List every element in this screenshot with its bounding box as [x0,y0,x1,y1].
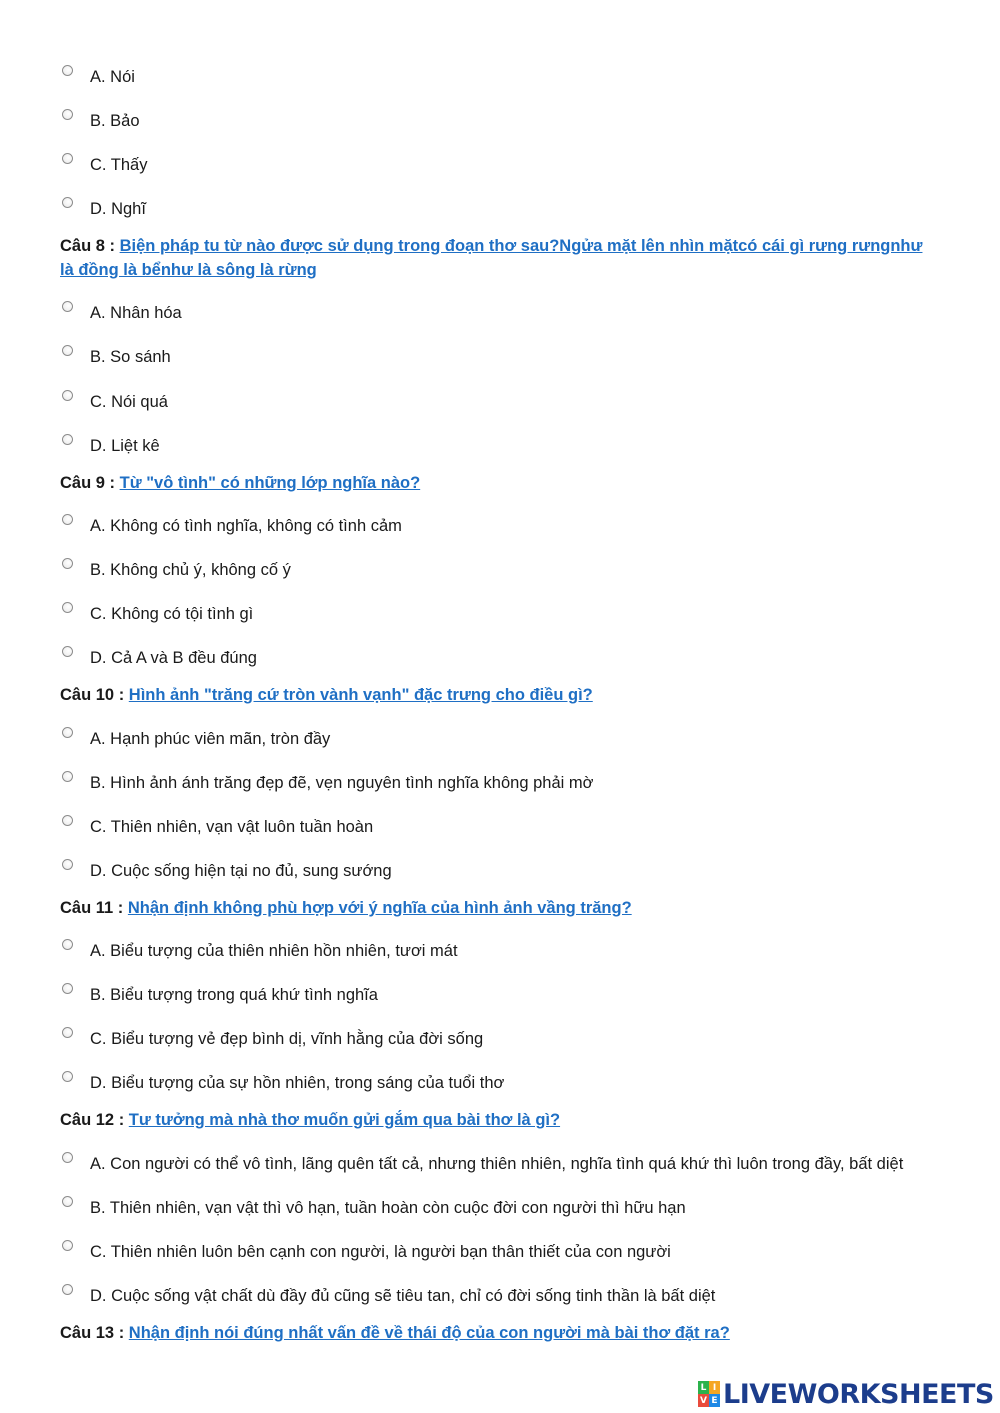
answer-option[interactable] [62,434,160,458]
liveworksheets-logo [698,1378,994,1410]
answer-option[interactable] [62,1240,671,1264]
radio-button-icon[interactable] [62,109,73,120]
answer-option[interactable] [62,1071,504,1095]
answer-option-label: B. Bảo [90,111,140,130]
answer-option-label: B. So sánh [90,347,171,366]
answer-option-label: A. Nói [90,67,135,86]
question-number: Câu 11 : [60,899,124,917]
answer-option-label: C. Biểu tượng vẻ đẹp bình dị, vĩnh hằng của đời sống [90,1029,484,1048]
question-number: Câu 12 : [60,1111,125,1129]
radio-button-icon[interactable] [62,1152,73,1163]
answer-option[interactable] [62,1152,903,1176]
answer-option-label: C. Không có tội tình gì [90,604,254,623]
answer-option[interactable] [62,197,146,221]
radio-button-icon[interactable] [62,983,73,994]
answer-option[interactable] [62,1027,483,1051]
answer-option[interactable] [62,558,291,582]
answer-option[interactable] [62,859,392,883]
answer-option[interactable] [62,602,253,626]
radio-button-icon[interactable] [62,1196,73,1207]
question-heading [60,1321,940,1345]
radio-button-icon[interactable] [62,1240,73,1251]
question-text: Hình ảnh "trăng cứ tròn vành vạnh" đặc trưng cho điều gì? [128,686,593,704]
question-number: Câu 13 : [60,1324,125,1342]
question-heading [60,896,940,920]
logo-badge-letter: L [698,1381,709,1394]
question-number: Câu 10 : [60,686,125,704]
question-text: Nhận định không phù hợp với ý nghĩa của hình ảnh vầng trăng? [127,899,632,917]
radio-button-icon[interactable] [62,514,73,525]
answer-option[interactable] [62,1196,686,1220]
answer-option-label: D. Cuộc sống vật chất dù đầy đủ cũng sẽ tiêu tan, chỉ có đời sống tinh thần là bất diệt [90,1286,716,1305]
answer-option[interactable] [62,646,257,670]
radio-button-icon[interactable] [62,1071,73,1082]
answer-option-label: B. Thiên nhiên, vạn vật thì vô hạn, tuần hoàn còn cuộc đời con người thì hữu hạn [90,1198,686,1217]
question-heading [60,234,940,282]
question-number: Câu 8 : [60,237,116,255]
answer-option[interactable] [62,771,593,795]
logo-badge-letter: V [698,1394,709,1407]
answer-option-label: D. Liệt kê [90,436,160,455]
radio-button-icon[interactable] [62,859,73,870]
logo-text: LIVEWORKSHEETS [723,1378,994,1410]
radio-button-icon[interactable] [62,197,73,208]
radio-button-icon[interactable] [62,558,73,569]
answer-option[interactable] [62,301,182,325]
answer-option[interactable] [62,1284,715,1308]
radio-button-icon[interactable] [62,727,73,738]
question-number: Câu 9 : [60,474,116,492]
answer-option[interactable] [62,815,373,839]
answer-option-label: C. Thiên nhiên luôn bên cạnh con người, là người bạn thân thiết của con người [90,1242,671,1261]
answer-option-label: A. Con người có thể vô tình, lãng quên tất cả, nhưng thiên nhiên, nghĩa tình quá khứ thì luôn trong đầy, bất diệt [90,1154,904,1173]
question-text: Nhận định nói đúng nhất vấn đề về thái độ của con người mà bài thơ đặt ra? [128,1324,730,1342]
answer-option-label: D. Biểu tượng của sự hồn nhiên, trong sáng của tuổi thơ [90,1073,505,1092]
radio-button-icon[interactable] [62,815,73,826]
answer-option[interactable] [62,939,458,963]
answer-option-label: A. Biểu tượng của thiên nhiên hồn nhiên, tươi mát [90,941,458,960]
radio-button-icon[interactable] [62,153,73,164]
radio-button-icon[interactable] [62,65,73,76]
question-heading [60,1108,940,1132]
question-text: Biện pháp tu từ nào được sử dụng trong đoạn thơ sau?Ngửa mặt lên nhìn mặtcó cái gì rưng rưngnhư là đồng là bểnhư là sông là rừng [60,237,923,279]
answer-option[interactable] [62,983,378,1007]
logo-badge-letter: I [709,1381,720,1394]
question-text: Từ "vô tình" có những lớp nghĩa nào? [119,474,421,492]
answer-option-label: B. Không chủ ý, không cố ý [90,560,291,579]
answer-option[interactable] [62,727,330,751]
answer-option-label: D. Nghĩ [90,199,146,218]
radio-button-icon[interactable] [62,646,73,657]
logo-badge-icon [698,1381,720,1407]
answer-option-label: C. Thiên nhiên, vạn vật luôn tuần hoàn [90,817,374,836]
answer-option-label: C. Nói quá [90,392,168,411]
answer-option-label: D. Cả A và B đều đúng [90,648,257,667]
answer-option-label: A. Hạnh phúc viên mãn, tròn đầy [90,729,331,748]
answer-option-label: A. Nhân hóa [90,303,182,322]
answer-option-label: B. Biểu tượng trong quá khứ tình nghĩa [90,985,378,1004]
answer-option[interactable] [62,514,402,538]
question-heading [60,471,940,495]
radio-button-icon[interactable] [62,939,73,950]
answer-option[interactable] [62,390,168,414]
radio-button-icon[interactable] [62,301,73,312]
answer-option-label: B. Hình ảnh ánh trăng đẹp đẽ, vẹn nguyên tình nghĩa không phải mờ [90,773,594,792]
radio-button-icon[interactable] [62,771,73,782]
radio-button-icon[interactable] [62,1027,73,1038]
question-heading [60,683,940,707]
answer-option[interactable] [62,65,135,89]
answer-option[interactable] [62,153,147,177]
radio-button-icon[interactable] [62,602,73,613]
answer-option[interactable] [62,345,171,369]
radio-button-icon[interactable] [62,390,73,401]
answer-option-label: D. Cuộc sống hiện tại no đủ, sung sướng [90,861,392,880]
radio-button-icon[interactable] [62,345,73,356]
radio-button-icon[interactable] [62,434,73,445]
radio-button-icon[interactable] [62,1284,73,1295]
logo-badge-letter: E [709,1394,720,1407]
answer-option-label: C. Thấy [90,155,148,174]
answer-option[interactable] [62,109,140,133]
question-text: Tư tưởng mà nhà thơ muốn gửi gắm qua bài thơ là gì? [128,1111,561,1129]
answer-option-label: A. Không có tình nghĩa, không có tình cảm [90,516,402,535]
